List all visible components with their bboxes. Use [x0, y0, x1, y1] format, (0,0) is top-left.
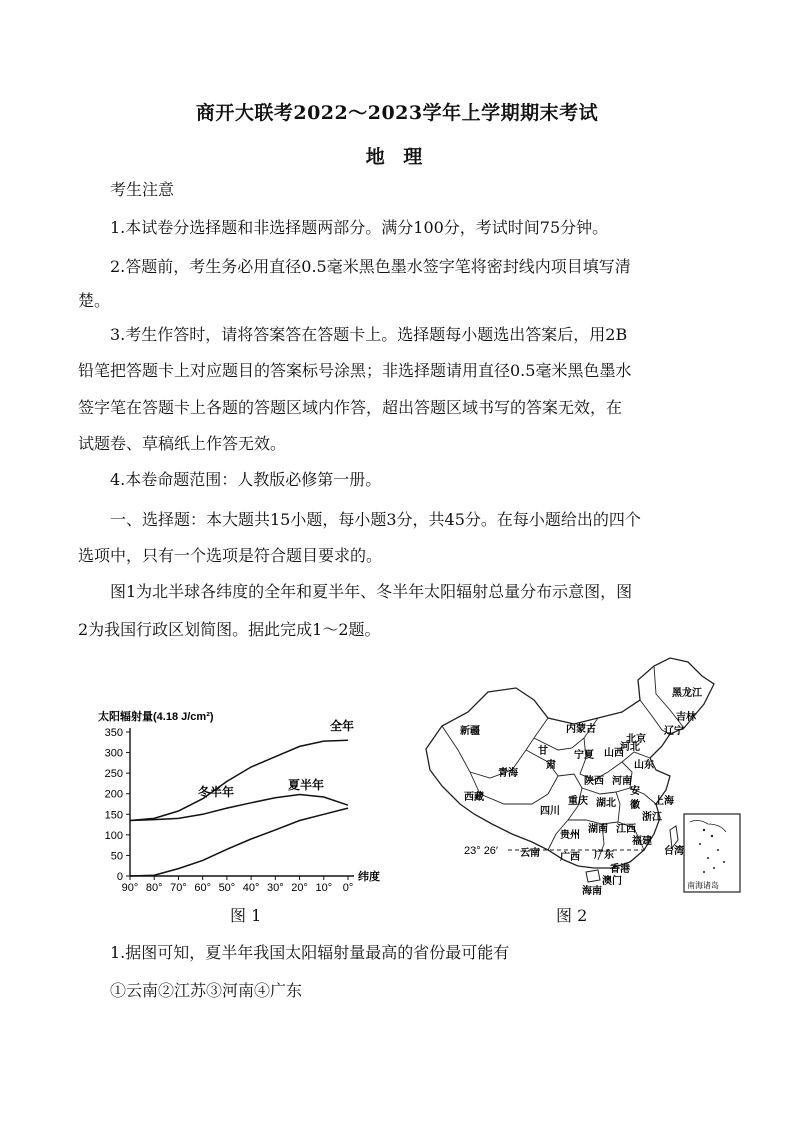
- label-guangxi: 广西: [560, 852, 580, 863]
- label-hainan: 海南: [582, 886, 602, 897]
- label-heilongjiang: 黑龙江: [672, 688, 702, 699]
- label-inner-mongolia: 内蒙古: [566, 724, 596, 735]
- series-label-2: 冬半年: [198, 785, 235, 800]
- label-macau: 澳门: [602, 876, 622, 887]
- label-shanghai: 上海: [654, 796, 674, 807]
- y-tick-label: 50: [110, 850, 123, 863]
- section1-line-1: 一、选择题：本大题共15小题，每小题3分，共45分。在每小题给出的四个: [110, 510, 641, 529]
- y-tick-label: 100: [104, 829, 123, 842]
- label-liaoning: 辽宁: [664, 726, 684, 737]
- x-tick-label: 40°: [242, 882, 260, 894]
- x-tick-label: 80°: [145, 882, 163, 894]
- x-tick-label: 60°: [194, 882, 211, 894]
- label-beijing: 北京: [626, 734, 646, 745]
- label-qinghai: 青海: [498, 768, 518, 779]
- inner-border-7: [616, 792, 620, 822]
- label-ningxia: 宁夏: [574, 750, 594, 761]
- y-tick-label: 350: [104, 727, 123, 739]
- intro-line-2: 2为我国行政区划简图。据此完成1～2题。: [78, 620, 381, 639]
- notice-item-2-line-2: 楚。: [78, 291, 111, 310]
- label-shaanxi: 陕西: [584, 776, 604, 787]
- figure-1-caption: 图 1: [230, 906, 262, 925]
- label-chongqing: 重庆: [568, 796, 588, 807]
- taiwan-island: [670, 826, 678, 848]
- label-tibet: 西藏: [464, 792, 484, 803]
- y-tick-label: 300: [104, 747, 123, 760]
- tropic-label: 23° 26′: [464, 845, 498, 857]
- label-hongkong: 香港: [610, 864, 630, 875]
- notice-item-2-line-1: 2.答题前，考生务必用直径0.5毫米黑色墨水签字笔将密封线内项目填写清: [110, 257, 631, 276]
- label-fujian: 福建: [632, 836, 652, 847]
- label-hubei: 湖北: [596, 798, 616, 809]
- xinjiang-border: [442, 718, 548, 778]
- label-jilin: 吉林: [676, 712, 696, 723]
- inset-label: 南海诸岛: [687, 881, 719, 890]
- x-tick-label: 70°: [170, 882, 187, 894]
- label-hui: 徽: [630, 800, 640, 811]
- label-shanxi: 山西: [604, 748, 624, 759]
- x-tick-label: 50°: [218, 882, 236, 894]
- y-axis-label: 太阳辐射量(4.18 J/cm²): [98, 711, 214, 723]
- figure-2-map: [408, 654, 762, 902]
- label-hunan: 湖南: [588, 824, 608, 835]
- series-label-0: 全年: [330, 719, 355, 734]
- label-an: 安: [630, 786, 640, 797]
- solar-radiation-chart: [86, 704, 396, 904]
- intro-line-1: 图1为北半球各纬度的全年和夏半年、冬半年太阳辐射总量分布示意图，图: [110, 582, 633, 601]
- label-su: 肃: [546, 760, 556, 771]
- x-tick-label: 10°: [315, 882, 333, 894]
- label-yunnan: 云南: [520, 848, 540, 859]
- series-line-2: [130, 808, 348, 876]
- y-tick-label: 0: [116, 871, 123, 883]
- question-1-stem: 1.据图可知，夏半年我国太阳辐射量最高的省份最可能有: [110, 943, 510, 962]
- label-guizhou: 贵州: [560, 830, 580, 841]
- series-label-1: 夏半年: [288, 778, 325, 793]
- label-jiangxi: 江西: [616, 824, 636, 835]
- label-sichuan: 四川: [540, 806, 560, 817]
- x-tick-label: 0°: [342, 882, 354, 894]
- x-tick-label: 20°: [291, 882, 308, 894]
- subject-title: 地 理: [365, 146, 429, 168]
- label-guangdong: 广东: [594, 850, 614, 861]
- figure-1-chart: [86, 704, 396, 904]
- notice-item-4: 4.本卷命题范围：人教版必修第一册。: [110, 470, 382, 489]
- notice-heading: 考生注意: [110, 180, 175, 199]
- china-admin-map: [408, 654, 762, 902]
- notice-item-3-line-1: 3.考生作答时，请将答案答在答题卡上。选择题每小题选出答案后，用2B: [110, 325, 628, 344]
- label-hebei: 河北: [620, 742, 640, 753]
- x-tick-label: 90°: [121, 882, 139, 894]
- label-zhejiang: 浙江: [642, 812, 662, 823]
- y-tick-label: 150: [104, 809, 123, 822]
- exam-title: 商开大联考2022～2023学年上学期期末考试: [195, 102, 599, 124]
- question-1-options: ①云南②江苏③河南④广东: [110, 981, 303, 1000]
- x-tick-label: 30°: [267, 882, 284, 894]
- label-gan: 甘: [538, 746, 548, 757]
- y-tick-label: 200: [104, 788, 123, 801]
- label-henan: 河南: [612, 776, 632, 787]
- notice-item-1: 1.本试卷分选择题和非选择题两部分。满分100分，考试时间75分钟。: [110, 218, 609, 237]
- x-axis-label: 纬度: [358, 871, 380, 883]
- y-tick-label: 250: [104, 768, 123, 781]
- notice-item-3-line-2: 铅笔把答题卡上对应题目的答案标号涂黑；非选择题请用直径0.5毫米黑色墨水: [78, 361, 632, 380]
- notice-item-3-line-3: 签字笔在答题卡上各题的答题区域内作答，超出答题区域书写的答案无效，在: [78, 398, 623, 417]
- section1-line-2: 选项中，只有一个选项是符合题目要求的。: [78, 546, 383, 565]
- figure-2-caption: 图 2: [556, 906, 588, 925]
- label-shandong: 山东: [634, 760, 654, 771]
- label-taiwan: 台湾: [664, 846, 684, 857]
- notice-item-3-line-4: 试题卷、草稿纸上作答无效。: [78, 434, 287, 453]
- hainan-island: [586, 870, 600, 882]
- label-xinjiang: 新疆: [460, 726, 480, 737]
